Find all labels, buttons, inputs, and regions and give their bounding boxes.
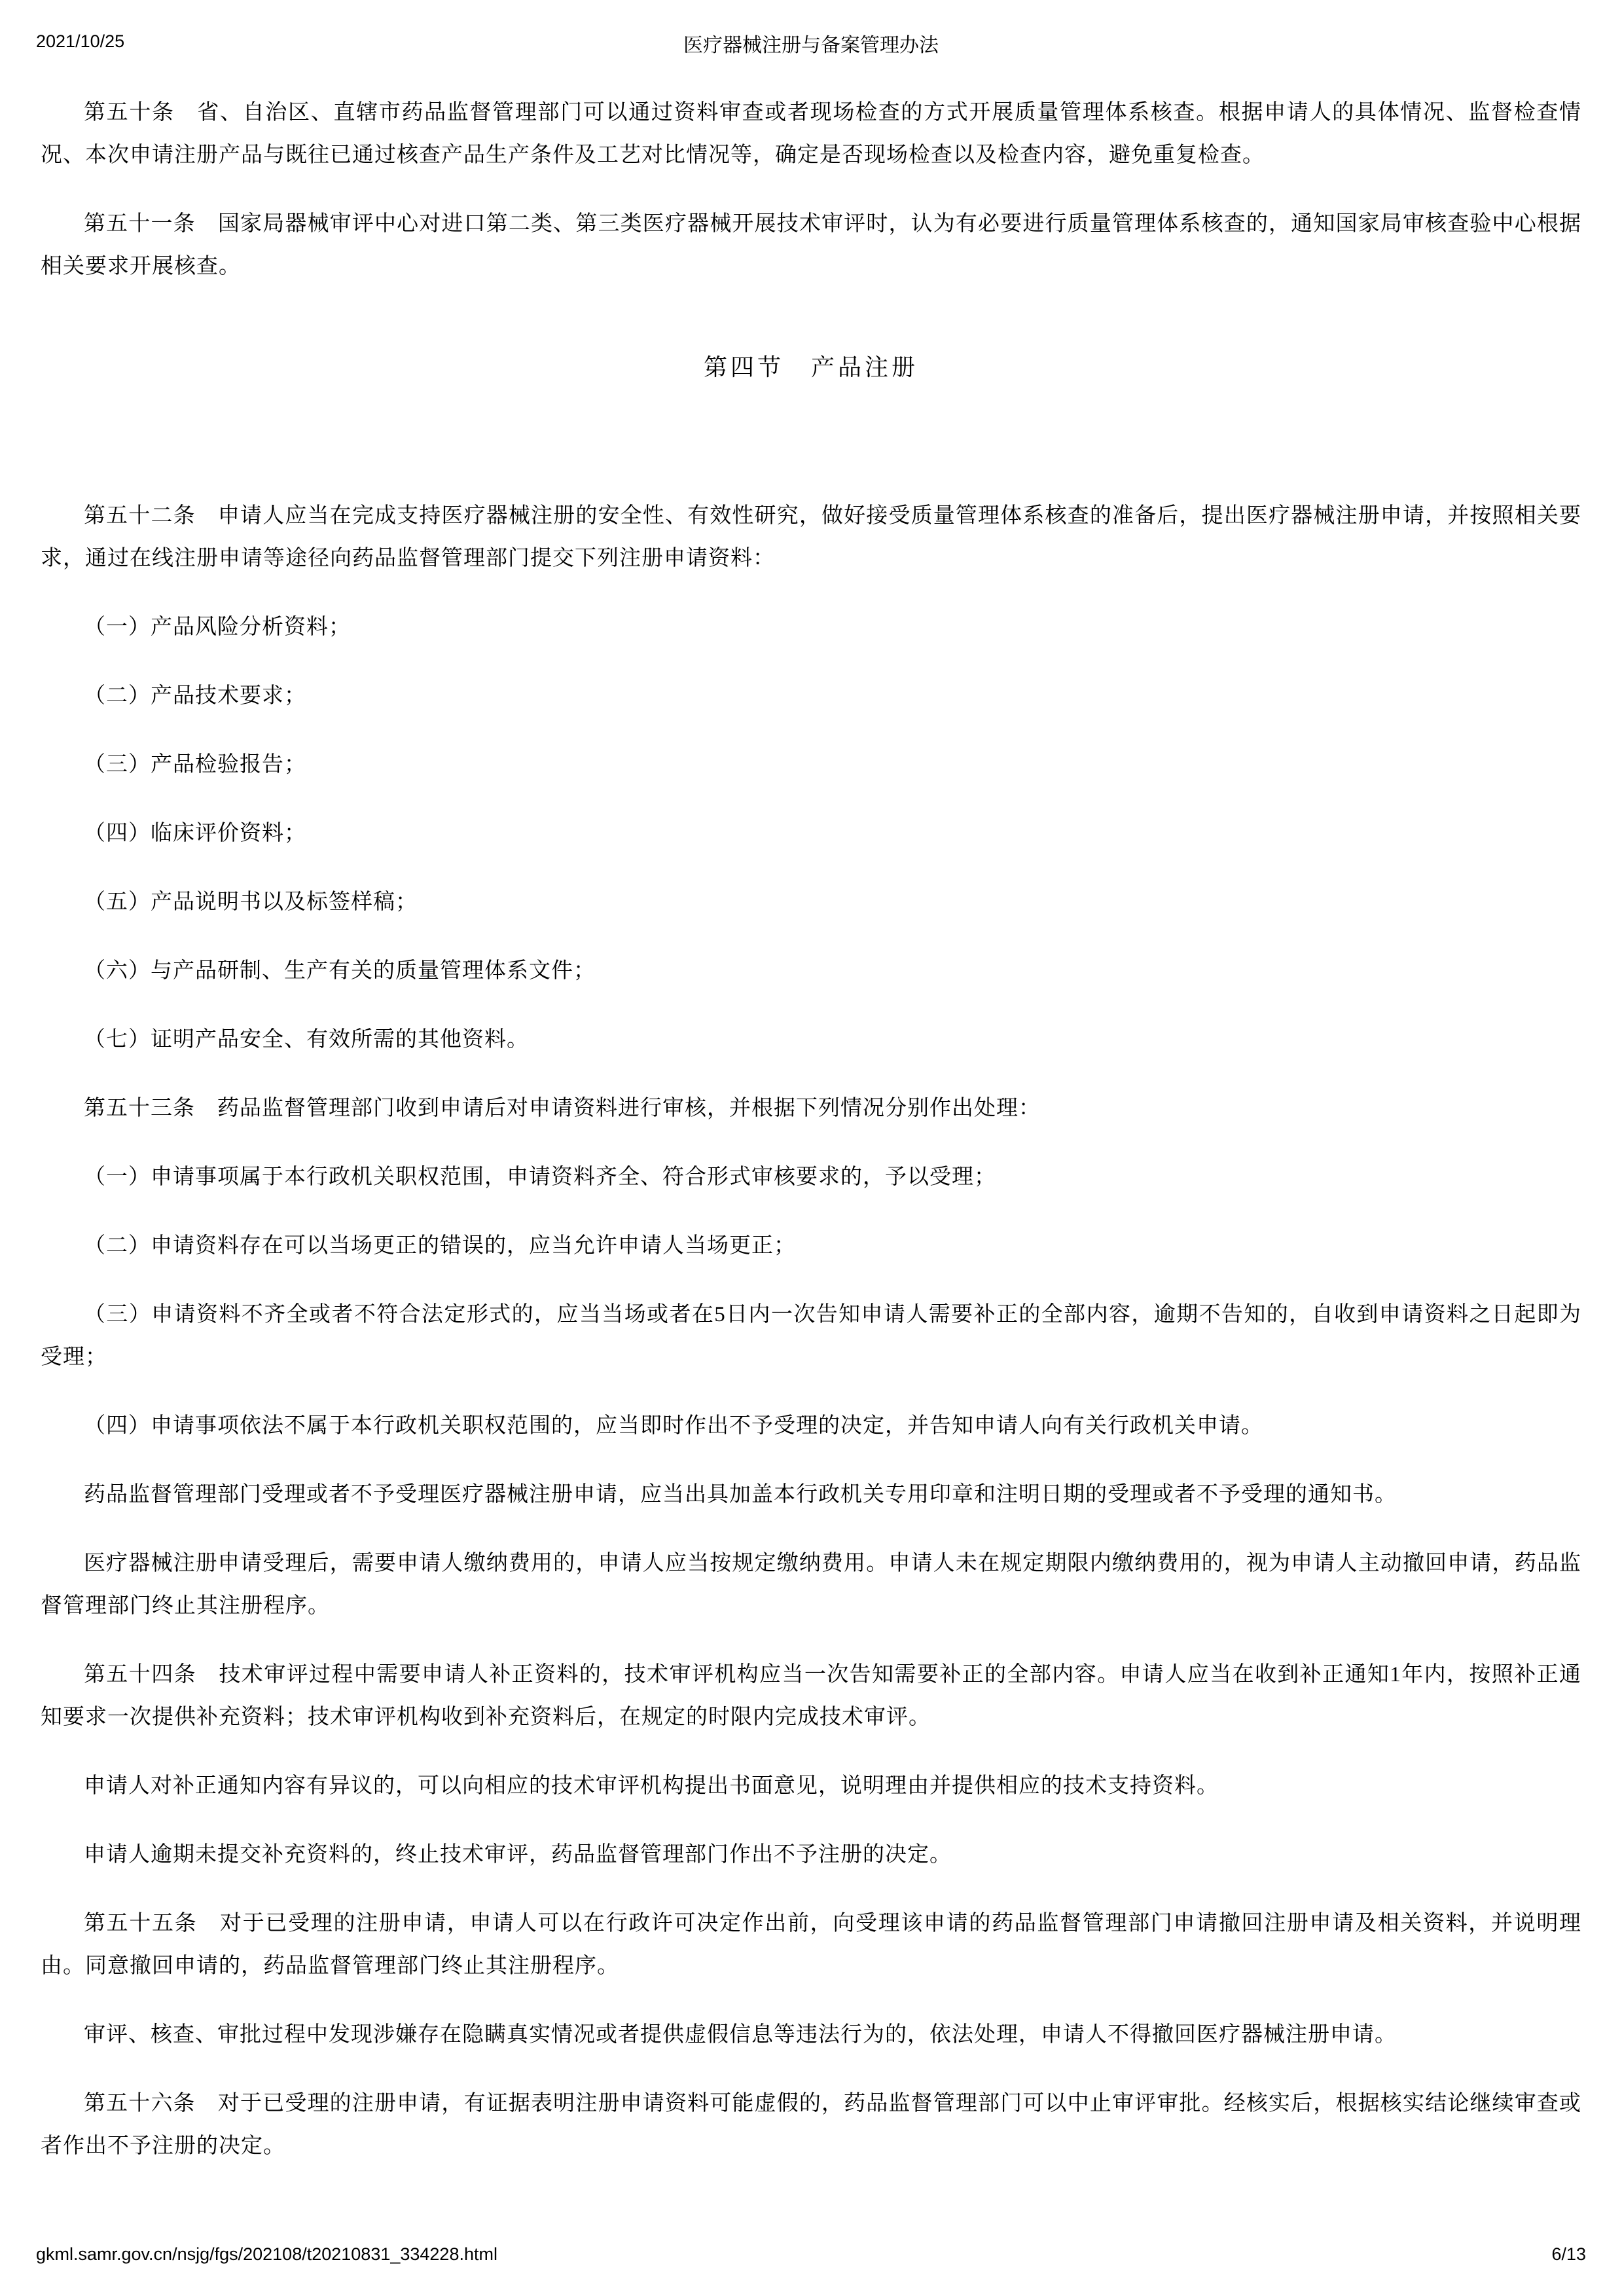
paragraph: （七）证明产品安全、有效所需的其他资料。 <box>84 1028 529 1051</box>
paragraph: （二）产品技术要求； <box>84 684 306 708</box>
paragraph: 第五十条 省、自治区、直辖市药品监督管理部门可以通过资料审查或者现场检查的方式开展质量管理体系核查。根据申请人的具体情况、监督检查情况、本次申请注册产品与既往已通过核查产品生产条件及工艺对比情况等，确定是否现场检查以及检查内容，避免重复检查。 <box>41 101 1581 167</box>
paragraph: 申请人逾期未提交补充资料的，终止技术审评，药品监督管理部门作出不予注册的决定。 <box>84 1843 952 1867</box>
paragraph: （五）产品说明书以及标签样稿； <box>84 890 418 914</box>
paragraph: （三）产品检验报告； <box>84 753 306 776</box>
paragraph: 第五十六条 对于已受理的注册申请，有证据表明注册申请资料可能虚假的，药品监督管理部门可以中止审评审批。经核实后，根据核实结论继续审查或者作出不予注册的决定。 <box>41 2092 1581 2158</box>
document-body <box>41 92 1581 2194</box>
print-footer <box>36 2244 1586 2265</box>
page-number: 6/13 <box>1551 2244 1586 2264</box>
source-url: gkml.samr.gov.cn/nsjg/fgs/202108/t20210831_334228.html <box>36 2244 497 2264</box>
document-title: 医疗器械注册与备案管理办法 <box>683 35 939 56</box>
paragraph: （一）产品风险分析资料； <box>84 615 351 639</box>
paragraph: 医疗器械注册申请受理后，需要申请人缴纳费用的，申请人应当按规定缴纳费用。申请人未在规定期限内缴纳费用的，视为申请人主动撤回申请，药品监督管理部门终止其注册程序。 <box>41 1552 1581 1618</box>
paragraph: （四）申请事项依法不属于本行政机关职权范围的，应当即时作出不予受理的决定，并告知申请人向有关行政机关申请。 <box>84 1414 1263 1438</box>
paragraph: （二）申请资料存在可以当场更正的错误的，应当允许申请人当场更正； <box>84 1234 796 1258</box>
paragraph: 第五十一条 国家局器械审评中心对进口第二类、第三类医疗器械开展技术审评时，认为有必要进行质量管理体系核查的，通知国家局审核查验中心根据相关要求开展核查。 <box>41 212 1581 278</box>
paragraph: 申请人对补正通知内容有异议的，可以向相应的技术审评机构提出书面意见，说明理由并提供相应的技术支持资料。 <box>84 1774 1219 1798</box>
paragraph: 第五十五条 对于已受理的注册申请，申请人可以在行政许可决定作出前，向受理该申请的药品监督管理部门申请撤回注册申请及相关资料，并说明理由。同意撤回申请的，药品监督管理部门终止其注册程序。 <box>41 1912 1581 1978</box>
paragraph: 第五十二条 申请人应当在完成支持医疗器械注册的安全性、有效性研究，做好接受质量管理体系核查的准备后，提出医疗器械注册申请，并按照相关要求，通过在线注册申请等途径向药品监督管理部门提交下列注册申请资料： <box>41 504 1581 570</box>
paragraph: 第五十四条 技术审评过程中需要申请人补正资料的，技术审评机构应当一次告知需要补正的全部内容。申请人应当在收到补正通知1年内，按照补正通知要求一次提供补充资料；技术审评机构收到补充资料后，在规定的时限内完成技术审评。 <box>41 1663 1581 1729</box>
print-date: 2021/10/25 <box>36 31 125 51</box>
paragraph: 第五十三条 药品监督管理部门收到申请后对申请资料进行审核，并根据下列情况分别作出处理： <box>84 1097 1041 1120</box>
paragraph: （一）申请事项属于本行政机关职权范围，申请资料齐全、符合形式审核要求的，予以受理； <box>84 1165 996 1189</box>
paragraph: （三）申请资料不齐全或者不符合法定形式的，应当当场或者在5日内一次告知申请人需要补正的全部内容，逾期不告知的，自收到申请资料之日起即为受理； <box>41 1303 1581 1369</box>
print-header <box>36 29 1586 55</box>
section-heading: 第四节 产品注册 <box>703 354 918 380</box>
paragraph: （四）临床评价资料； <box>84 822 306 845</box>
paragraph: 审评、核查、审批过程中发现涉嫌存在隐瞒真实情况或者提供虚假信息等违法行为的，依法处理，申请人不得撤回医疗器械注册申请。 <box>84 2023 1397 2047</box>
paragraph: 药品监督管理部门受理或者不予受理医疗器械注册申请，应当出具加盖本行政机关专用印章和注明日期的受理或者不予受理的通知书。 <box>84 1483 1397 1506</box>
paragraph: （六）与产品研制、生产有关的质量管理体系文件； <box>84 959 596 983</box>
